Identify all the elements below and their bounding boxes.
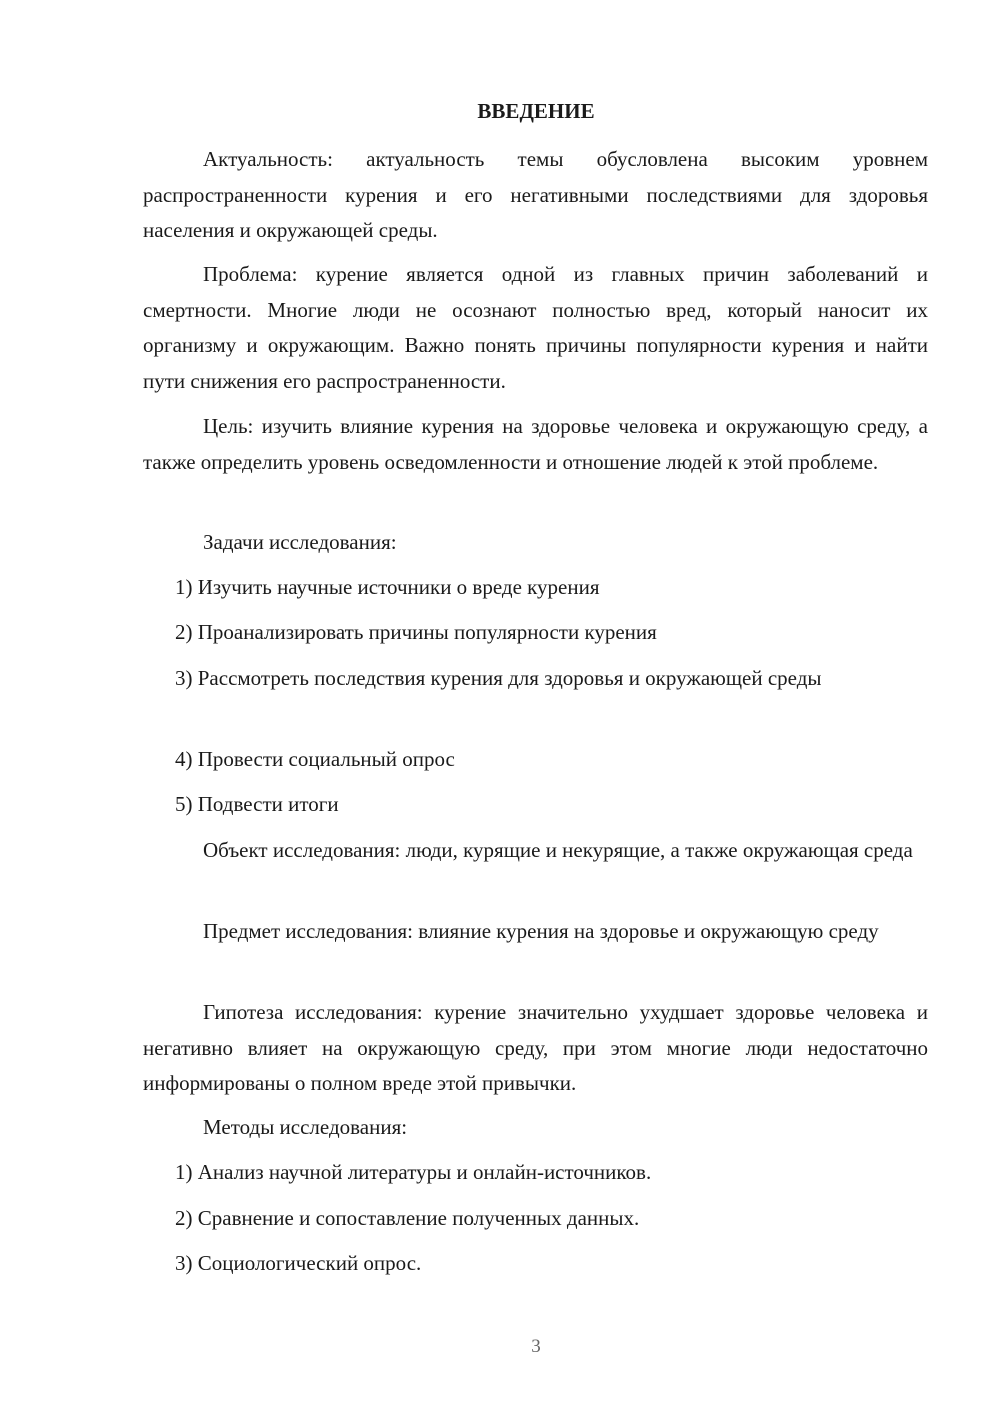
task-item: 2) Проанализировать причины популярности курения	[175, 620, 657, 644]
methods-heading: Методы исследования:	[203, 1115, 408, 1139]
task-item: 5) Подвести итоги	[175, 792, 339, 816]
subject-paragraph: Предмет исследования: влияние курения на здоровье и окружающую среду	[203, 919, 879, 943]
method-item: 3) Социологический опрос.	[175, 1251, 422, 1275]
problem-paragraph: Проблема: курение является одной из главных причин заболеваний и смертности. Многие люди не осознают полностью вред, который наносит их организму и окружающим. Важно понять причины популярности курения и найти пути снижения его распространенности.	[143, 262, 928, 393]
tasks-heading: Задачи исследования:	[203, 530, 397, 554]
page-title: ВВЕДЕНИЕ	[477, 99, 595, 123]
page-number: 3	[531, 1336, 541, 1357]
object-paragraph: Объект исследования: люди, курящие и некурящие, а также окружающая среда	[203, 838, 913, 862]
goal-paragraph: Цель: изучить влияние курения на здоровье человека и окружающую среду, а также определить уровень осведомленности и отношение людей к этой проблеме.	[143, 414, 928, 474]
task-item: 3) Рассмотреть последствия курения для здоровья и окружающей среды	[175, 666, 822, 690]
relevance-paragraph: Актуальность: актуальность темы обусловлена высоким уровнем распространенности курения и его негативными последствиями для здоровья населения и окружающей среды.	[143, 147, 928, 242]
task-item: 4) Провести социальный опрос	[175, 747, 455, 771]
method-item: 2) Сравнение и сопоставление полученных данных.	[175, 1206, 640, 1230]
method-item: 1) Анализ научной литературы и онлайн-источников.	[175, 1160, 652, 1184]
hypothesis-paragraph: Гипотеза исследования: курение значительно ухудшает здоровье человека и негативно влияет на окружающую среду, при этом многие люди недостаточно информированы о полном вреде этой привычки.	[143, 1000, 928, 1095]
task-item: 1) Изучить научные источники о вреде курения	[175, 575, 600, 599]
